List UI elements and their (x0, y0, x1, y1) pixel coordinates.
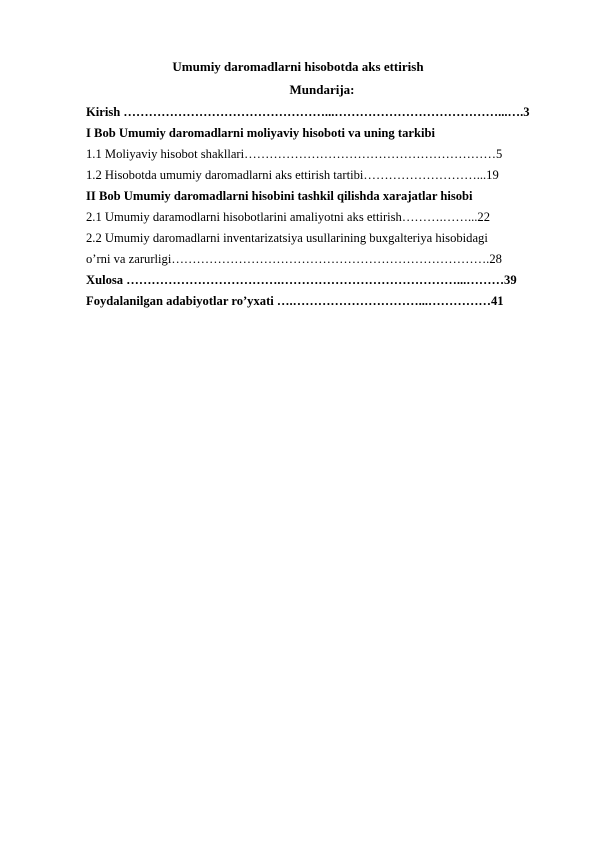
table-of-contents (86, 102, 550, 312)
toc-entry-chapter-2: II Bob Umumiy daromadlarni hisobini tashkil qilishda xarajatlar hisobi (86, 189, 473, 203)
toc-entry-kirish: Kirish …………………………………………...…………………………………...….3 (86, 105, 530, 119)
document-title: Umumiy daromadlarni hisobotda aks ettirish (172, 59, 424, 74)
contents-heading: Mundarija: (289, 82, 355, 97)
toc-entry-references: Foydalanilgan adabiyotlar ro’yxati ….…………………………...……………41 (86, 294, 504, 308)
toc-entry-2-2-continued: o’rni va zarurligi………………………………………………………………….28 (86, 252, 502, 266)
toc-entry-1-1: 1.1 Moliyaviy hisobot shakllari……………………………………………………5 (86, 147, 503, 161)
toc-entry-2-2: 2.2 Umumiy daromadlarni inventarizatsiya usullarining buxgalteriya hisobidagi (86, 231, 488, 245)
toc-entry-xulosa: Xulosa ……………………………….……………………………………...………39 (86, 273, 517, 287)
toc-entry-chapter-1: I Bob Umumiy daromadlarni moliyaviy hisoboti va uning tarkibi (86, 126, 435, 140)
toc-entry-2-1: 2.1 Umumiy daramodlarni hisobotlarini amaliyotni aks ettirish……….……...22 (86, 210, 490, 224)
toc-entry-1-2: 1.2 Hisobotda umumiy daromadlarni aks ettirish tartibi………………………...19 (86, 168, 499, 182)
